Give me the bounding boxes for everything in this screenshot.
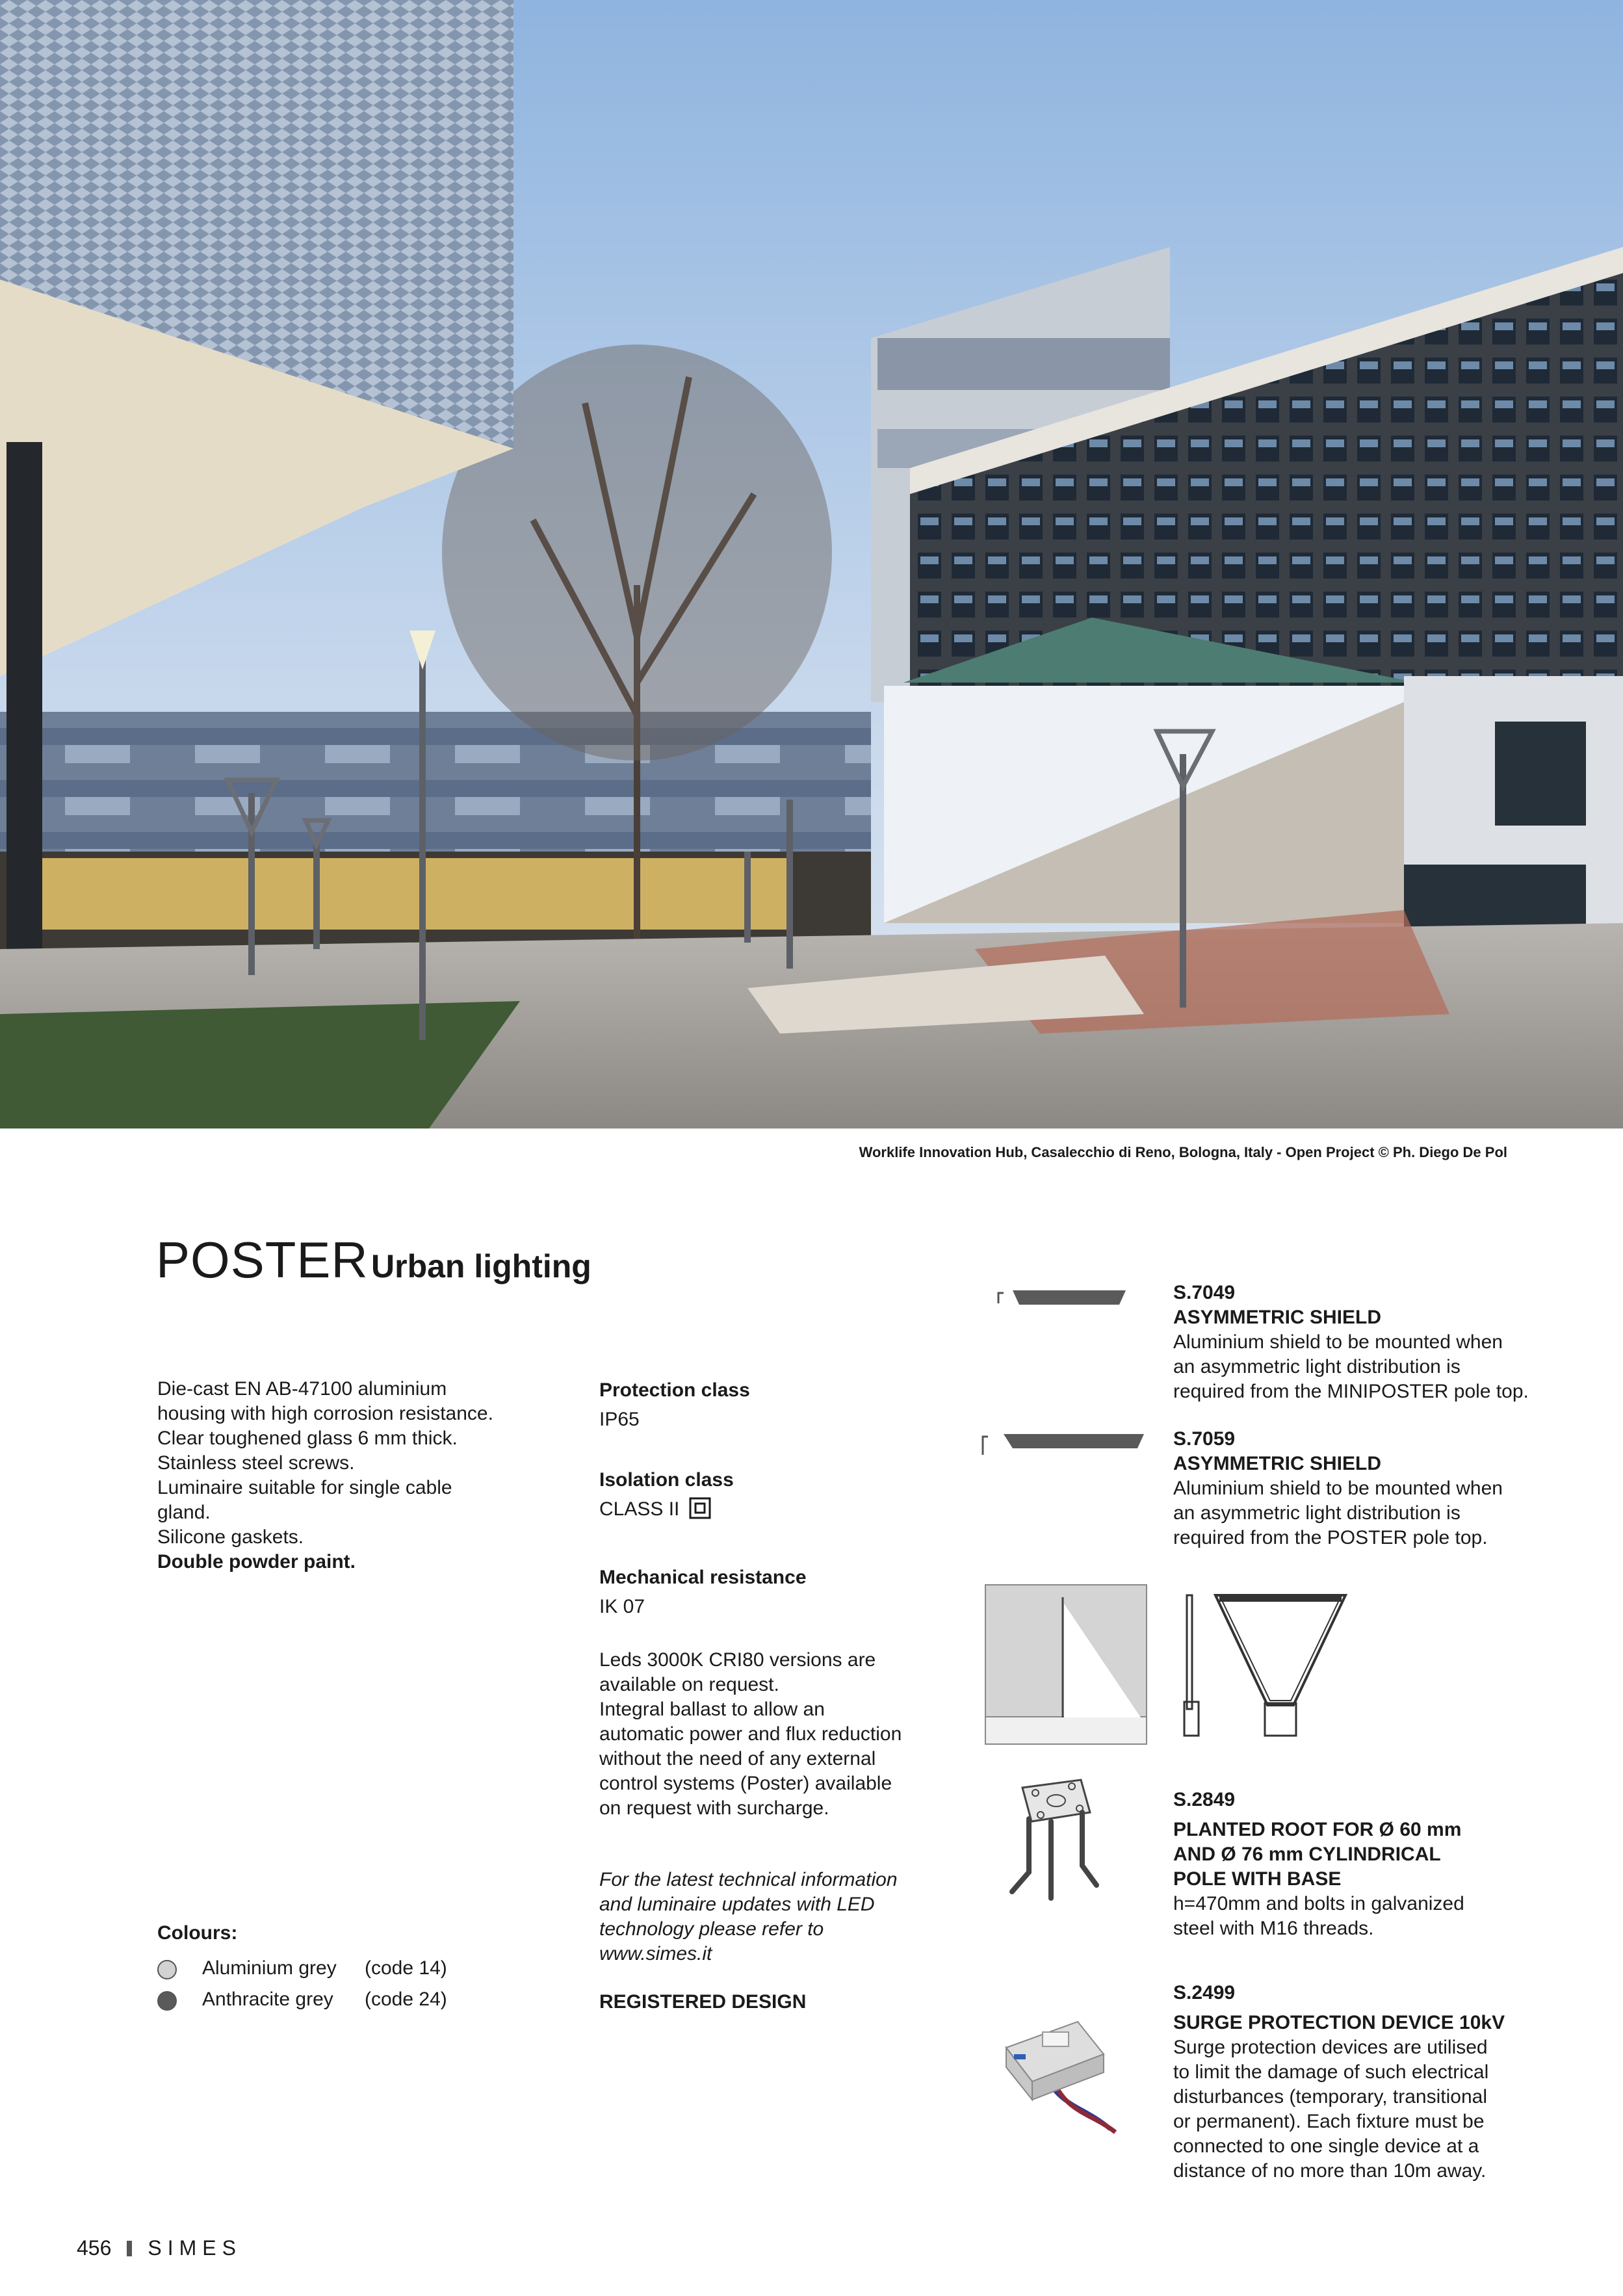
product-name: POSTER [156,1231,369,1288]
surge-protection-device-photo [1000,2009,1136,2139]
accessory-desc-line: an asymmetric light distribution is [1173,1502,1461,1524]
accessory-title: ASYMMETRIC SHIELD [1173,1453,1382,1474]
info-line: and luminaire updates with LED [599,1894,875,1915]
accessory-desc-line: to limit the damage of such electrical [1173,2061,1489,2083]
accessory-title: ASYMMETRIC SHIELD [1173,1307,1382,1328]
info-line: technology please refer to [599,1918,824,1940]
brand-name: SIMES [148,2236,242,2260]
description-line: Luminaire suitable for single cable [157,1477,452,1498]
colour-name: Anthracite grey [202,1989,333,2010]
leds-line: available on request. [599,1674,779,1695]
accessory-desc-line: steel with M16 threads. [1173,1918,1374,1939]
description-line: Die-cast EN AB-47100 aluminium [157,1378,447,1400]
description-line: housing with high corrosion resistance. [157,1403,493,1424]
accessory-desc-line: Aluminium shield to be mounted when [1173,1331,1503,1353]
accessory-desc-line: distance of no more than 10m away. [1173,2160,1487,2182]
accessory-s7049 [1173,1281,1563,1404]
info-website-link[interactable]: www.simes.it [599,1943,712,1964]
accessory-desc-line: disturbances (temporary, transitional [1173,2086,1487,2107]
description-line: Stainless steel screws. [157,1452,355,1474]
technical-info-note [599,1868,937,1966]
leds-line: automatic power and flux reduction [599,1723,902,1745]
accessory-title: SURGE PROTECTION DEVICE 10kV [1173,2012,1505,2033]
accessory-code: S.2849 [1173,1789,1236,1810]
accessory-desc-line: an asymmetric light distribution is [1173,1356,1461,1377]
accessory-desc-line: Aluminium shield to be mounted when [1173,1478,1503,1499]
mechanical-resistance-value: IK 07 [599,1596,645,1617]
accessory-code: S.2499 [1173,1982,1236,2003]
description-line: gland. [157,1502,211,1523]
leds-line: Integral ballast to allow an [599,1699,825,1720]
description-line: Silicone gaskets. [157,1526,304,1548]
mechanical-resistance-label: Mechanical resistance [599,1567,807,1588]
shield-s7059-drawing [972,1429,1149,1460]
accessory-s2499 [1173,1981,1563,2184]
description-emphasis: Double powder paint. [157,1551,356,1572]
protection-class-label: Protection class [599,1379,750,1401]
accessory-title: AND Ø 76 mm CYLINDRICAL [1173,1844,1441,1865]
product-description [157,1377,528,1574]
light-distribution-diagram [985,1584,1147,1745]
accessory-desc-line: Surge protection devices are utilised [1173,2037,1488,2058]
leds-info [599,1648,937,1821]
product-category: Urban lighting [371,1248,591,1285]
protection-class-value: IP65 [599,1409,640,1430]
accessory-desc-line: connected to one single device at a [1173,2135,1479,2157]
leds-line: without the need of any external [599,1748,876,1769]
description-line: Clear toughened glass 6 mm thick. [157,1428,458,1449]
accessory-title: PLANTED ROOT FOR Ø 60 mm [1173,1819,1462,1840]
accessory-desc-line: required from the MINIPOSTER pole top. [1173,1381,1529,1402]
accessory-desc-line: or permanent). Each fixture must be [1173,2111,1485,2132]
photo-caption: Worklife Innovation Hub, Casalecchio di Reno, Bologna, Italy - Open Project © Ph. Diego De Pol [859,1144,1507,1160]
accessory-s2849 [1173,1788,1563,1941]
colour-name: Aluminium grey [202,1957,337,1979]
planted-root-drawing [1004,1775,1102,1911]
page-footer [77,2236,242,2260]
leds-line: control systems (Poster) available [599,1773,892,1794]
colour-swatch-anthracite-grey [157,1991,177,2011]
accessory-s7059 [1173,1427,1563,1550]
registered-design: REGISTERED DESIGN [599,1991,807,2013]
isolation-class-label: Isolation class [599,1469,734,1491]
accessory-code: S.7049 [1173,1282,1236,1303]
colour-code: (code 24) [365,1989,447,2010]
poster-luminaire-side-front-drawing [1182,1591,1351,1741]
info-line: For the latest technical information [599,1869,898,1890]
colours-heading: Colours: [157,1922,238,1944]
accessory-title: POLE WITH BASE [1173,1868,1342,1890]
class-ii-double-square-icon [689,1497,711,1519]
accessory-code: S.7059 [1173,1428,1236,1450]
accessory-desc-line: h=470mm and bolts in galvanized [1173,1893,1464,1914]
hero-photo [0,0,1623,1128]
isolation-class-value: CLASS II [599,1498,680,1520]
architecture-photo-illustration [0,0,1623,1128]
leds-line: on request with surcharge. [599,1797,829,1819]
footer-divider [127,2241,132,2256]
leds-line: Leds 3000K CRI80 versions are [599,1649,876,1671]
isolation-class-value-row [599,1497,711,1522]
colour-swatch-aluminium-grey [157,1960,177,1979]
accessory-desc-line: required from the POSTER pole top. [1173,1527,1488,1548]
shield-s7049-drawing [975,1284,1144,1310]
colour-code: (code 14) [365,1957,447,1979]
page-number: 456 [77,2236,112,2260]
